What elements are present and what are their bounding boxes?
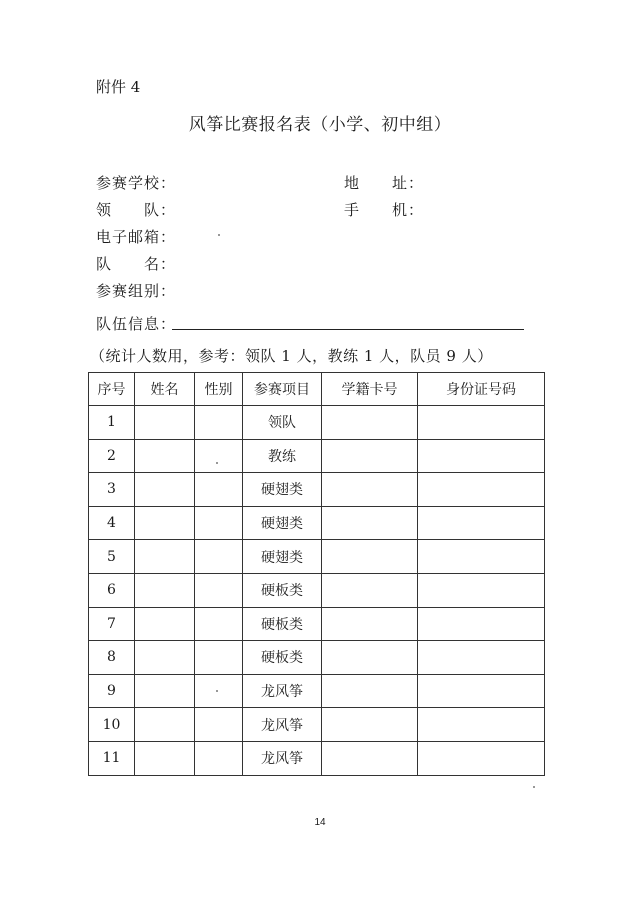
table-row	[89, 607, 545, 641]
column-header-student-id: 学籍卡号	[322, 373, 418, 406]
row-number: 5	[89, 540, 135, 574]
event-cell: 领队	[243, 406, 322, 440]
name-cell	[135, 473, 195, 507]
address-field-label: 地 址：	[344, 174, 425, 192]
student-id-cell	[322, 406, 418, 440]
name-cell	[135, 674, 195, 708]
name-cell	[135, 540, 195, 574]
event-cell: 硬翅类	[243, 506, 322, 540]
scan-speck	[216, 462, 218, 464]
table-row	[89, 674, 545, 708]
gender-cell	[195, 708, 243, 742]
event-cell: 硬板类	[243, 641, 322, 675]
page-number: 14	[314, 817, 326, 828]
id-card-cell	[418, 439, 545, 473]
id-card-cell	[418, 741, 545, 775]
table-row	[89, 573, 545, 607]
row-number: 6	[89, 573, 135, 607]
email-field-label: 电子邮箱：	[96, 228, 177, 246]
gender-cell	[195, 641, 243, 675]
student-id-cell	[322, 708, 418, 742]
attachment-label: 附件 4	[96, 78, 141, 96]
name-cell	[135, 708, 195, 742]
id-card-cell	[418, 674, 545, 708]
id-card-cell	[418, 573, 545, 607]
event-cell: 硬翅类	[243, 473, 322, 507]
event-cell: 龙风筝	[243, 741, 322, 775]
gender-cell	[195, 439, 243, 473]
leader-field-label: 领 队：	[96, 201, 177, 219]
event-cell: 龙风筝	[243, 708, 322, 742]
name-cell	[135, 406, 195, 440]
scan-speck	[216, 690, 218, 692]
table-header-row	[89, 373, 545, 406]
phone-field-label: 手 机：	[344, 201, 425, 219]
gender-cell	[195, 406, 243, 440]
gender-cell	[195, 473, 243, 507]
student-id-cell	[322, 573, 418, 607]
scan-speck	[218, 234, 220, 236]
table-row	[89, 439, 545, 473]
table-row	[89, 708, 545, 742]
table-row	[89, 540, 545, 574]
column-header-id-card: 身份证号码	[418, 373, 545, 406]
table-row	[89, 741, 545, 775]
gender-cell	[195, 607, 243, 641]
gender-cell	[195, 674, 243, 708]
team-info-field-label: 队伍信息：	[96, 315, 177, 333]
row-number: 2	[89, 439, 135, 473]
event-cell: 硬翅类	[243, 540, 322, 574]
column-header-no: 序号	[89, 373, 135, 406]
gender-cell	[195, 573, 243, 607]
page-title: 风筝比赛报名表（小学、初中组）	[188, 115, 452, 135]
registration-table	[88, 372, 545, 776]
student-id-cell	[322, 540, 418, 574]
row-number: 7	[89, 607, 135, 641]
student-id-cell	[322, 473, 418, 507]
id-card-cell	[418, 473, 545, 507]
name-cell	[135, 439, 195, 473]
id-card-cell	[418, 506, 545, 540]
table-row	[89, 473, 545, 507]
student-id-cell	[322, 641, 418, 675]
name-cell	[135, 573, 195, 607]
event-cell: 硬板类	[243, 573, 322, 607]
gender-cell	[195, 741, 243, 775]
row-number: 8	[89, 641, 135, 675]
student-id-cell	[322, 674, 418, 708]
name-cell	[135, 607, 195, 641]
id-card-cell	[418, 641, 545, 675]
row-number: 9	[89, 674, 135, 708]
name-cell	[135, 641, 195, 675]
student-id-cell	[322, 741, 418, 775]
event-cell: 硬板类	[243, 607, 322, 641]
student-id-cell	[322, 439, 418, 473]
row-number: 3	[89, 473, 135, 507]
student-id-cell	[322, 607, 418, 641]
row-number: 4	[89, 506, 135, 540]
id-card-cell	[418, 708, 545, 742]
id-card-cell	[418, 406, 545, 440]
team-name-field-label: 队 名：	[96, 255, 177, 273]
group-field-label: 参赛组别：	[96, 282, 177, 300]
student-id-cell	[322, 506, 418, 540]
table-row	[89, 506, 545, 540]
event-cell: 龙风筝	[243, 674, 322, 708]
team-info-underline	[172, 329, 524, 330]
table-row	[89, 406, 545, 440]
gender-cell	[195, 506, 243, 540]
row-number: 10	[89, 708, 135, 742]
name-cell	[135, 741, 195, 775]
id-card-cell	[418, 540, 545, 574]
row-number: 11	[89, 741, 135, 775]
name-cell	[135, 506, 195, 540]
scan-speck	[533, 786, 535, 788]
school-field-label: 参赛学校：	[96, 174, 177, 192]
row-number: 1	[89, 406, 135, 440]
column-header-event: 参赛项目	[243, 373, 322, 406]
headcount-note: （统计人数用，参考：领队 1 人，教练 1 人，队员 9 人）	[90, 347, 493, 365]
id-card-cell	[418, 607, 545, 641]
column-header-name: 姓名	[135, 373, 195, 406]
column-header-gender: 性别	[195, 373, 243, 406]
event-cell: 教练	[243, 439, 322, 473]
table-row	[89, 641, 545, 675]
gender-cell	[195, 540, 243, 574]
